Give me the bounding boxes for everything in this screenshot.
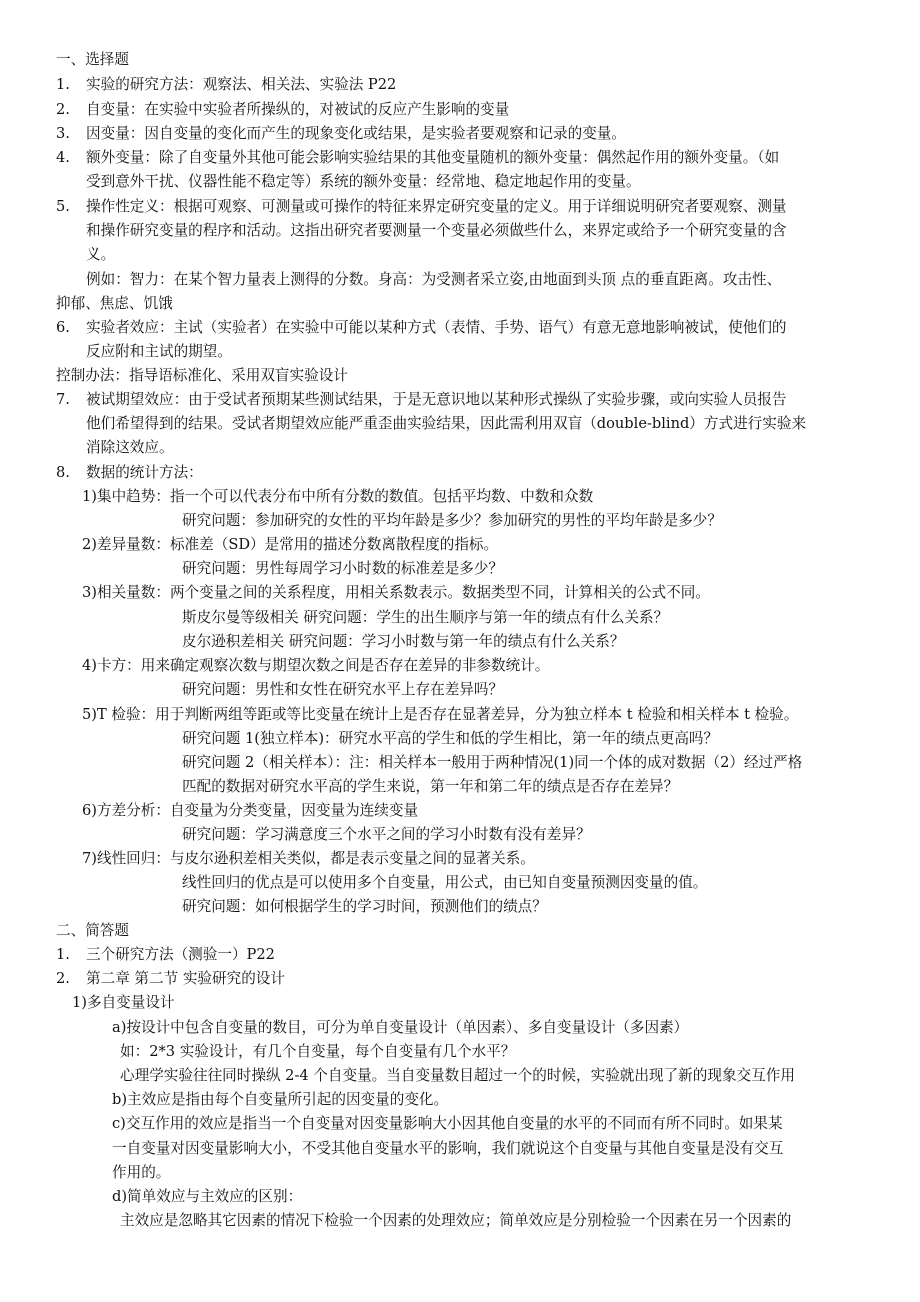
point-c: 作用的。 (112, 1164, 171, 1181)
stats-label: 2)差异量数：标准差（SD）是常用的描述分数离散程度的指标。 (82, 536, 499, 553)
point-a-note: 心理学实验往往同时操纵 2-4 个自变量。当自变量数目超过一个的时候，实验就出现了新的现象交互作用 (120, 1067, 795, 1084)
item-text: 三个研究方法（测验一）P22 (86, 946, 275, 963)
item-number: 4. (56, 149, 70, 166)
item-text: 实验的研究方法：观察法、相关法、实验法 P22 (86, 76, 397, 93)
stats-label: 3)相关量数：两个变量之间的关系程度，用相关系数表示。数据类型不同，计算相关的公式不同。 (82, 584, 710, 601)
point-c: c)交互作用的效应是指当一个自变量对因变量影响大小因其他自变量的水平的不同而有所不同时。如果某 (112, 1115, 783, 1132)
stats-label: 1)集中趋势：指一个可以代表分布中所有分数的数值。包括平均数、中数和众数 (82, 488, 594, 505)
section-heading-choice: 一、选择题 (56, 51, 129, 68)
example-text: 例如：智力：在某个智力量表上测得的分数。身高：为受测者采立姿,由地面到头顶 点的垂直距离。攻击性、 (86, 271, 782, 288)
item-number: 8. (56, 464, 70, 481)
research-question: 研究问题：学习满意度三个水平之间的学习小时数有没有差异？ (182, 826, 591, 843)
item-number: 1. (56, 76, 70, 93)
item-text: 数据的统计方法： (86, 464, 203, 481)
point-b: b)主效应是指由每个自变量所引起的因变量的变化。 (112, 1091, 449, 1108)
research-question: 皮尔逊积差相关 研究问题：学习小时数与第一年的绩点有什么关系？ (182, 633, 625, 650)
research-question: 研究问题：参加研究的女性的平均年龄是多少？参加研究的男性的平均年龄是多少？ (182, 512, 722, 529)
research-question: 研究问题：男性和女性在研究水平上存在差异吗？ (182, 681, 504, 698)
research-question: 线性回归的优点是可以使用多个自变量，用公式，由已知自变量预测因变量的值。 (182, 874, 708, 891)
sub-heading: 1)多自变量设计 (72, 994, 175, 1011)
research-question: 匹配的数据对研究水平高的学生来说，第一年和第二年的绩点是否存在差异？ (182, 778, 679, 795)
item-text: 他们希望得到的结果。受试者期望效应能严重歪曲实验结果，因此需利用双盲（double-blind）方式进行实验来 (86, 415, 807, 432)
item-text: 实验者效应：主试（实验者）在实验中可能以某种方式（表情、手势、语气）有意无意地影响被试，使他们的 (86, 319, 787, 336)
point-a: a)按设计中包含自变量的数目，可分为单自变量设计（单因素）、多自变量设计（多因素） (112, 1019, 689, 1036)
point-d: d)简单效应与主效应的区别： (112, 1188, 303, 1205)
item-text: 反应附和主试的期望。 (86, 343, 232, 360)
item-text: 操作性定义：根据可观察、可测量或可操作的特征来界定研究变量的定义。用于详细说明研究者要观察、测量 (86, 198, 787, 215)
stats-label: 6)方差分析：自变量为分类变量，因变量为连续变量 (82, 802, 419, 819)
point-d-text: 主效应是忽略其它因素的情况下检验一个因素的处理效应；简单效应是分别检验一个因素在另一个因素的 (120, 1212, 792, 1229)
item-text: 额外变量：除了自变量外其他可能会影响实验结果的其他变量随机的额外变量：偶然起作用的额外变量。（如 (86, 149, 780, 166)
research-question: 研究问题 1(独立样本)：研究水平高的学生和低的学生相比，第一年的绩点更高吗？ (182, 730, 719, 747)
point-c: 一自变量对因变量影响大小，不受其他自变量水平的影响，我们就说这个自变量与其他自变量是没有交互 (112, 1140, 784, 1157)
point-a-example: 如：2*3 实验设计，有几个自变量，每个自变量有几个水平？ (120, 1043, 516, 1060)
item-text: 受到意外干扰、仪器性能不稳定等）系统的额外变量：经常地、稳定地起作用的变量。 (86, 173, 641, 190)
item-text: 义。 (86, 246, 116, 263)
section-heading-short-answer: 二、简答题 (56, 922, 129, 939)
item-text: 消除这效应。 (86, 439, 174, 456)
research-question: 斯皮尔曼等级相关 研究问题：学生的出生顺序与第一年的绩点有什么关系？ (182, 609, 669, 626)
item-number: 6. (56, 319, 70, 336)
item-number: 5. (56, 198, 70, 215)
control-method: 控制办法：指导语标准化、采用双盲实验设计 (56, 367, 348, 384)
stats-label: 4)卡方：用来确定观察次数与期望次数之间是否存在差异的非参数统计。 (82, 657, 550, 674)
item-text: 自变量：在实验中实验者所操纵的，对被试的反应产生影响的变量 (86, 101, 510, 118)
item-number: 2. (56, 970, 70, 987)
item-text: 被试期望效应：由于受试者预期某些测试结果，于是无意识地以某种形式操纵了实验步骤，或向实验人员报告 (86, 391, 787, 408)
example-text: 抑郁、焦虑、饥饿 (56, 295, 173, 312)
stats-label: 7)线性回归：与皮尔逊积差相关类似，都是表示变量之间的显著关系。 (82, 850, 535, 867)
item-number: 1. (56, 946, 70, 963)
item-text: 第二章 第二节 实验研究的设计 (86, 970, 285, 987)
item-text: 因变量：因自变量的变化而产生的现象变化或结果，是实验者要观察和记录的变量。 (86, 125, 626, 142)
item-number: 2. (56, 101, 70, 118)
research-question: 研究问题：如何根据学生的学习时间，预测他们的绩点？ (182, 898, 547, 915)
research-question: 研究问题 2（相关样本）：注：相关样本一般用于两种情况(1)同一个体的成对数据（2）经过严格 (182, 754, 803, 771)
stats-label: 5)T 检验：用于判断两组等距或等比变量在统计上是否存在显著差异，分为独立样本 t 检验和相关样本 t 检验。 (82, 706, 799, 723)
item-number: 3. (56, 125, 70, 142)
item-number: 7. (56, 391, 70, 408)
item-text: 和操作研究变量的程序和活动。这指出研究者要测量一个变量必须做些什么，来界定或给予一个研究变量的含 (86, 222, 787, 239)
research-question: 研究问题：男性每周学习小时数的标准差是多少？ (182, 560, 504, 577)
